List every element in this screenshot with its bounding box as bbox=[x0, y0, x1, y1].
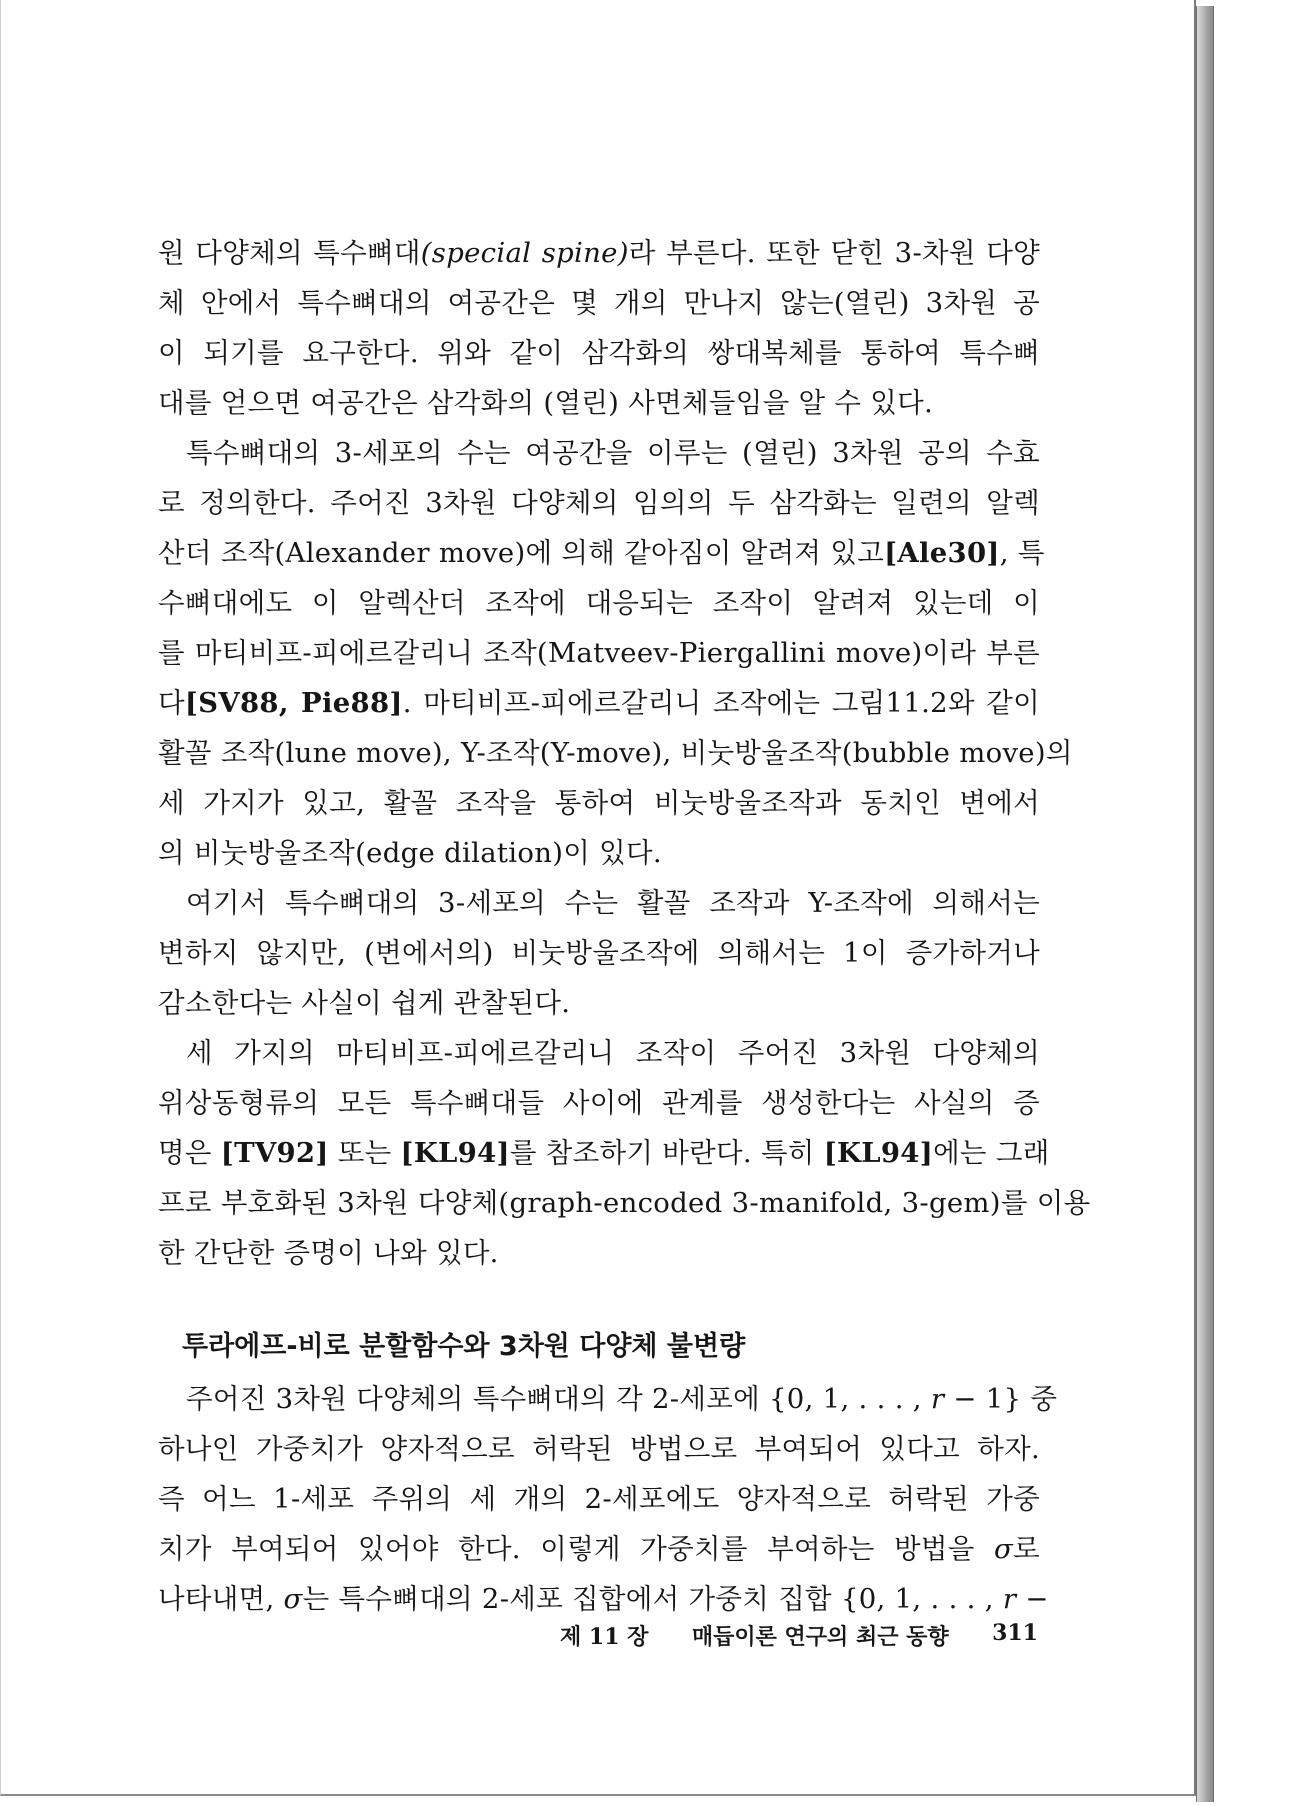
text-line-17: 세 가지의 마티비프-피에르갈리니 조작이 주어진 3차원 다양체의 bbox=[186, 1037, 1040, 1069]
text-line-6: 로 정의한다. 주어진 3차원 다양체의 임의의 두 삼각화는 일련의 알렉 bbox=[158, 487, 1040, 519]
text-line-18: 위상동형류의 모든 특수뼈대들 사이에 관계를 생성한다는 사실의 증 bbox=[158, 1087, 1040, 1119]
text-line-7: 산더 조작(Alexander move)에 의해 같아짐이 알려져 있고[Ale30], 특 bbox=[158, 537, 1045, 569]
text-line-5: 특수뼈대의 3-세포의 수는 여공간을 이루는 (열린) 3차원 공의 수효 bbox=[186, 437, 1040, 469]
page-number: 311 bbox=[992, 1620, 1038, 1646]
text-line-2: 체 안에서 특수뼈대의 여공간은 몇 개의 만나지 않는(열린) 3차원 공 bbox=[158, 287, 1040, 319]
text-line-13: 의 비눗방울조작(edge dilation)이 있다. bbox=[158, 837, 662, 869]
text-line-19: 명은 [TV92] 또는 [KL94]를 참조하기 바란다. 특히 [KL94]에는 그래 bbox=[158, 1137, 1050, 1169]
section-heading: 투라에프-비로 분할함수와 3차원 다양체 불변량 bbox=[182, 1331, 746, 1362]
section-line-4: 치가 부여되어 있어야 한다. 이렇게 가중치를 부여하는 방법을 σ로 bbox=[158, 1533, 1040, 1565]
page-footer bbox=[560, 1620, 1038, 1651]
section-line-1: 주어진 3차원 다양체의 특수뼈대의 각 2-세포에 {0, 1, . . . , r − 1} 중 bbox=[186, 1383, 1058, 1415]
footer-chapter: 제 11 장 bbox=[560, 1624, 649, 1650]
section-line-2: 하나인 가중치가 양자적으로 허락된 방법으로 부여되어 있다고 하자. bbox=[158, 1433, 1040, 1465]
text-line-10: 다[SV88, Pie88]. 마티비프-피에르갈리니 조작에는 그림11.2와 같이 bbox=[158, 687, 1040, 719]
text-line-12: 세 가지가 있고, 활꼴 조작을 통하여 비눗방울조작과 동치인 변에서 bbox=[158, 787, 1040, 819]
text-line-20: 프로 부호화된 3차원 다양체(graph-encoded 3-manifold, 3-gem)를 이용 bbox=[158, 1187, 1091, 1219]
body-text bbox=[158, 228, 1091, 1624]
section-line-3: 즉 어느 1-세포 주위의 세 개의 2-세포에도 양자적으로 허락된 가중 bbox=[158, 1483, 1040, 1515]
section-line-5: 나타내면, σ는 특수뼈대의 2-세포 집합에서 가중치 집합 {0, 1, . . . , r − bbox=[158, 1583, 1049, 1615]
text-line-15: 변하지 않지만, (변에서의) 비눗방울조작에 의해서는 1이 증가하거나 bbox=[158, 937, 1040, 969]
text-line-16: 감소한다는 사실이 쉽게 관찰된다. bbox=[158, 987, 571, 1019]
text-line-1: 원 다양체의 특수뼈대(special spine)라 부른다. 또한 닫힌 3-차원 다양 bbox=[158, 237, 1040, 269]
text-line-14: 여기서 특수뼈대의 3-세포의 수는 활꼴 조작과 Y-조작에 의해서는 bbox=[186, 887, 1040, 919]
text-line-21: 한 간단한 증명이 나와 있다. bbox=[158, 1237, 499, 1269]
page-stack-edge bbox=[1196, 6, 1214, 1802]
text-line-11: 활꼴 조작(lune move), Y-조작(Y-move), 비눗방울조작(bubble move)의 bbox=[158, 737, 1073, 769]
text-line-3: 이 되기를 요구한다. 위와 같이 삼각화의 쌍대복체를 통하여 특수뼈 bbox=[158, 337, 1040, 369]
footer-chapter-title: 매듭이론 연구의 최근 동향 bbox=[691, 1624, 949, 1650]
text-line-9: 를 마티비프-피에르갈리니 조작(Matveev-Piergallini move)이라 부른 bbox=[158, 637, 1040, 669]
text-line-8: 수뼈대에도 이 알렉산더 조작에 대응되는 조작이 알려져 있는데 이 bbox=[158, 587, 1040, 619]
text-line-4: 대를 얻으면 여공간은 삼각화의 (열린) 사면체들임을 알 수 있다. bbox=[158, 387, 934, 419]
